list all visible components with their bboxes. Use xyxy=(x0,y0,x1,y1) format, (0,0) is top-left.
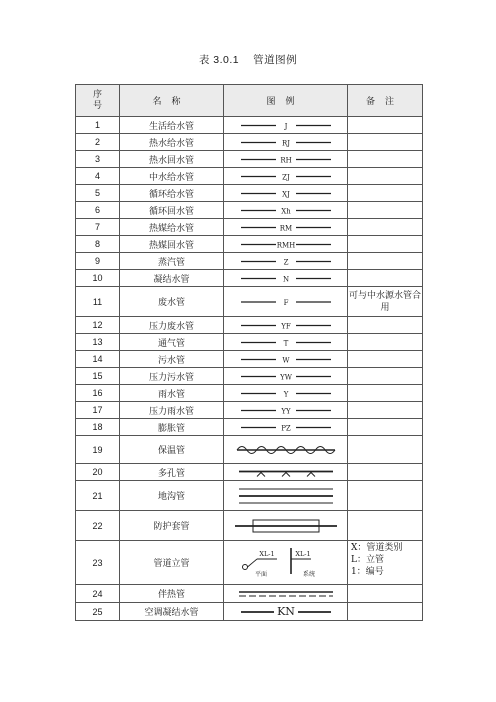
row-number: 16 xyxy=(76,385,120,402)
table-row xyxy=(76,603,423,621)
pipe-symbol xyxy=(224,185,348,202)
pipe-note xyxy=(348,368,423,385)
row-number: 4 xyxy=(76,168,120,185)
pipe-name: 伴热管 xyxy=(120,585,224,603)
pipe-note xyxy=(348,134,423,151)
table-row xyxy=(76,368,423,385)
pipe-symbol xyxy=(224,202,348,219)
pipe-symbol xyxy=(224,334,348,351)
pipe-code: RM xyxy=(279,224,292,232)
pipe-code: F xyxy=(283,298,288,307)
pipe-name: 热媒回水管 xyxy=(120,236,224,253)
perforation-mark xyxy=(307,472,315,476)
symbol-svg xyxy=(231,512,341,540)
table-row xyxy=(76,541,423,585)
row-number: 13 xyxy=(76,334,120,351)
pipe-note xyxy=(348,603,423,621)
pipe-symbol xyxy=(224,168,348,185)
table-row xyxy=(76,385,423,402)
symbol-svg xyxy=(231,542,341,584)
pipe-code: XJ xyxy=(281,190,290,198)
note-line: L：立管 xyxy=(351,555,384,565)
pipe-code: Y xyxy=(283,390,288,398)
pipe-note xyxy=(348,436,423,464)
table-row xyxy=(76,419,423,436)
pipe-name: 管道立管 xyxy=(120,541,224,585)
pipe-symbol xyxy=(224,368,348,385)
riser-system-caption: 系统 xyxy=(302,570,315,578)
pipe-note xyxy=(348,219,423,236)
row-number: 18 xyxy=(76,419,120,436)
pipe-name: 压力雨水管 xyxy=(120,402,224,419)
riser-plan-label: XL-1 xyxy=(258,549,275,558)
symbol-svg xyxy=(231,288,341,316)
riser-plan-circle xyxy=(242,564,247,569)
pipe-note xyxy=(348,511,423,541)
pipe-name: 多孔管 xyxy=(120,464,224,481)
symbol-svg xyxy=(231,604,341,620)
pipe-note xyxy=(348,351,423,368)
table-row xyxy=(76,117,423,134)
pipe-symbol xyxy=(224,541,348,585)
symbol-svg xyxy=(231,386,341,401)
symbol-svg xyxy=(231,271,341,286)
pipe-note xyxy=(348,402,423,419)
pipe-code: KN xyxy=(276,604,295,618)
pipe-legend-table xyxy=(75,84,423,621)
symbol-svg xyxy=(231,186,341,201)
pipe-note xyxy=(348,202,423,219)
pipe-code: Xh xyxy=(280,207,291,215)
header-seq xyxy=(76,85,120,117)
table-title: 管道图例 xyxy=(253,54,298,66)
row-number: 6 xyxy=(76,202,120,219)
table-row xyxy=(76,236,423,253)
pipe-symbol xyxy=(224,419,348,436)
symbol-svg xyxy=(231,437,341,463)
pipe-note xyxy=(348,117,423,134)
symbol-svg xyxy=(231,318,341,333)
pipe-note xyxy=(348,270,423,287)
symbol-svg xyxy=(231,335,341,350)
table-row xyxy=(76,317,423,334)
pipe-code: YW xyxy=(279,373,292,381)
pipe-symbol xyxy=(224,270,348,287)
row-number: 10 xyxy=(76,270,120,287)
pipe-code: RMH xyxy=(276,241,295,249)
table-row xyxy=(76,402,423,419)
riser-leader xyxy=(247,559,257,567)
pipe-name: 蒸汽管 xyxy=(120,253,224,270)
pipe-name: 雨水管 xyxy=(120,385,224,402)
table-row xyxy=(76,151,423,168)
table-row xyxy=(76,511,423,541)
row-number: 14 xyxy=(76,351,120,368)
header-name: 名称 xyxy=(120,85,224,117)
pipe-note xyxy=(348,541,423,585)
symbol-svg xyxy=(231,152,341,167)
row-number: 7 xyxy=(76,219,120,236)
pipe-note xyxy=(348,236,423,253)
pipe-name: 污水管 xyxy=(120,351,224,368)
row-number: 23 xyxy=(76,541,120,585)
pipe-code: W xyxy=(281,356,290,364)
row-number: 9 xyxy=(76,253,120,270)
pipe-symbol xyxy=(224,351,348,368)
pipe-note xyxy=(348,385,423,402)
pipe-name: 热媒给水管 xyxy=(120,219,224,236)
pipe-note xyxy=(348,334,423,351)
pipe-code: YF xyxy=(280,322,291,330)
table-row xyxy=(76,481,423,511)
pipe-symbol xyxy=(224,436,348,464)
symbol-svg xyxy=(231,203,341,218)
header-note: 备注 xyxy=(348,85,423,117)
table-row xyxy=(76,464,423,481)
pipe-name: 地沟管 xyxy=(120,481,224,511)
legend-body xyxy=(76,117,423,621)
pipe-name: 空调凝结水管 xyxy=(120,603,224,621)
header-row xyxy=(76,85,423,117)
row-number: 22 xyxy=(76,511,120,541)
row-number: 1 xyxy=(76,117,120,134)
note-line: X：管道类别 xyxy=(351,543,403,553)
pipe-code: ZJ xyxy=(281,173,290,181)
table-row xyxy=(76,202,423,219)
pipe-symbol xyxy=(224,151,348,168)
table-row xyxy=(76,270,423,287)
pipe-code: YY xyxy=(280,407,291,415)
page-title xyxy=(0,52,496,67)
pipe-symbol xyxy=(224,236,348,253)
pipe-symbol xyxy=(224,603,348,621)
pipe-note xyxy=(348,168,423,185)
pipe-name: 循环回水管 xyxy=(120,202,224,219)
row-number: 25 xyxy=(76,603,120,621)
symbol-svg xyxy=(231,420,341,435)
symbol-svg xyxy=(231,352,341,367)
pipe-name: 热水回水管 xyxy=(120,151,224,168)
pipe-code: RJ xyxy=(281,139,290,147)
symbol-svg xyxy=(231,254,341,269)
table-row xyxy=(76,585,423,603)
pipe-symbol xyxy=(224,219,348,236)
pipe-name: 热水给水管 xyxy=(120,134,224,151)
table-row xyxy=(76,185,423,202)
pipe-name: 压力废水管 xyxy=(120,317,224,334)
pipe-note xyxy=(348,419,423,436)
row-number: 17 xyxy=(76,402,120,419)
pipe-code: N xyxy=(282,275,289,283)
pipe-symbol xyxy=(224,511,348,541)
pipe-symbol xyxy=(224,287,348,317)
symbol-svg xyxy=(231,118,341,133)
pipe-name: 通气管 xyxy=(120,334,224,351)
row-number: 2 xyxy=(76,134,120,151)
note-line: 1：编号 xyxy=(351,567,384,577)
pipe-symbol xyxy=(224,585,348,603)
row-number: 20 xyxy=(76,464,120,481)
pipe-name: 循环给水管 xyxy=(120,185,224,202)
riser-plan-caption: 平面 xyxy=(254,570,267,578)
header-symbol: 图例 xyxy=(224,85,348,117)
pipe-name: 压力污水管 xyxy=(120,368,224,385)
pipe-note xyxy=(348,464,423,481)
table-row xyxy=(76,219,423,236)
pipe-symbol xyxy=(224,134,348,151)
pipe-symbol xyxy=(224,464,348,481)
pipe-name: 生活给水管 xyxy=(120,117,224,134)
pipe-note: 可与中水源水管合用 xyxy=(348,287,423,317)
symbol-svg xyxy=(231,220,341,235)
symbol-svg xyxy=(231,369,341,384)
symbol-svg xyxy=(231,237,341,252)
perforation-mark xyxy=(257,472,265,476)
pipe-note xyxy=(348,151,423,168)
pipe-symbol xyxy=(224,253,348,270)
row-number: 19 xyxy=(76,436,120,464)
symbol-svg xyxy=(231,586,341,602)
table-row xyxy=(76,351,423,368)
table-row xyxy=(76,253,423,270)
row-number: 3 xyxy=(76,151,120,168)
pipe-name: 凝结水管 xyxy=(120,270,224,287)
pipe-note xyxy=(348,585,423,603)
pipe-symbol xyxy=(224,402,348,419)
pipe-symbol xyxy=(224,317,348,334)
symbol-svg xyxy=(231,403,341,418)
pipe-code: RH xyxy=(279,156,292,164)
symbol-svg xyxy=(231,482,341,510)
symbol-svg xyxy=(231,135,341,150)
table-row xyxy=(76,168,423,185)
pipe-name: 膨胀管 xyxy=(120,419,224,436)
row-number: 8 xyxy=(76,236,120,253)
perforation-mark xyxy=(282,472,290,476)
pipe-name: 中水给水管 xyxy=(120,168,224,185)
pipe-name: 保温管 xyxy=(120,436,224,464)
pipe-note xyxy=(348,481,423,511)
pipe-code: Z xyxy=(283,258,288,266)
table-row xyxy=(76,287,423,317)
pipe-note xyxy=(348,253,423,270)
symbol-svg xyxy=(231,465,341,480)
row-number: 5 xyxy=(76,185,120,202)
pipe-symbol xyxy=(224,385,348,402)
table-number: 表 3.0.1 xyxy=(198,54,240,66)
row-number: 12 xyxy=(76,317,120,334)
symbol-svg xyxy=(231,169,341,184)
pipe-symbol xyxy=(224,481,348,511)
pipe-note xyxy=(348,185,423,202)
pipe-name: 防护套管 xyxy=(120,511,224,541)
riser-system-label: XL-1 xyxy=(294,549,311,558)
pipe-code: J xyxy=(284,122,287,130)
pipe-note xyxy=(348,317,423,334)
table-row xyxy=(76,334,423,351)
pipe-code: PZ xyxy=(280,424,291,432)
row-number: 15 xyxy=(76,368,120,385)
row-number: 24 xyxy=(76,585,120,603)
table-row xyxy=(76,134,423,151)
table-row xyxy=(76,436,423,464)
row-number: 11 xyxy=(76,287,120,317)
header-seq-text: 序号 xyxy=(92,89,102,111)
row-number: 21 xyxy=(76,481,120,511)
pipe-name: 废水管 xyxy=(120,287,224,317)
pipe-code: T xyxy=(283,339,288,347)
pipe-symbol xyxy=(224,117,348,134)
